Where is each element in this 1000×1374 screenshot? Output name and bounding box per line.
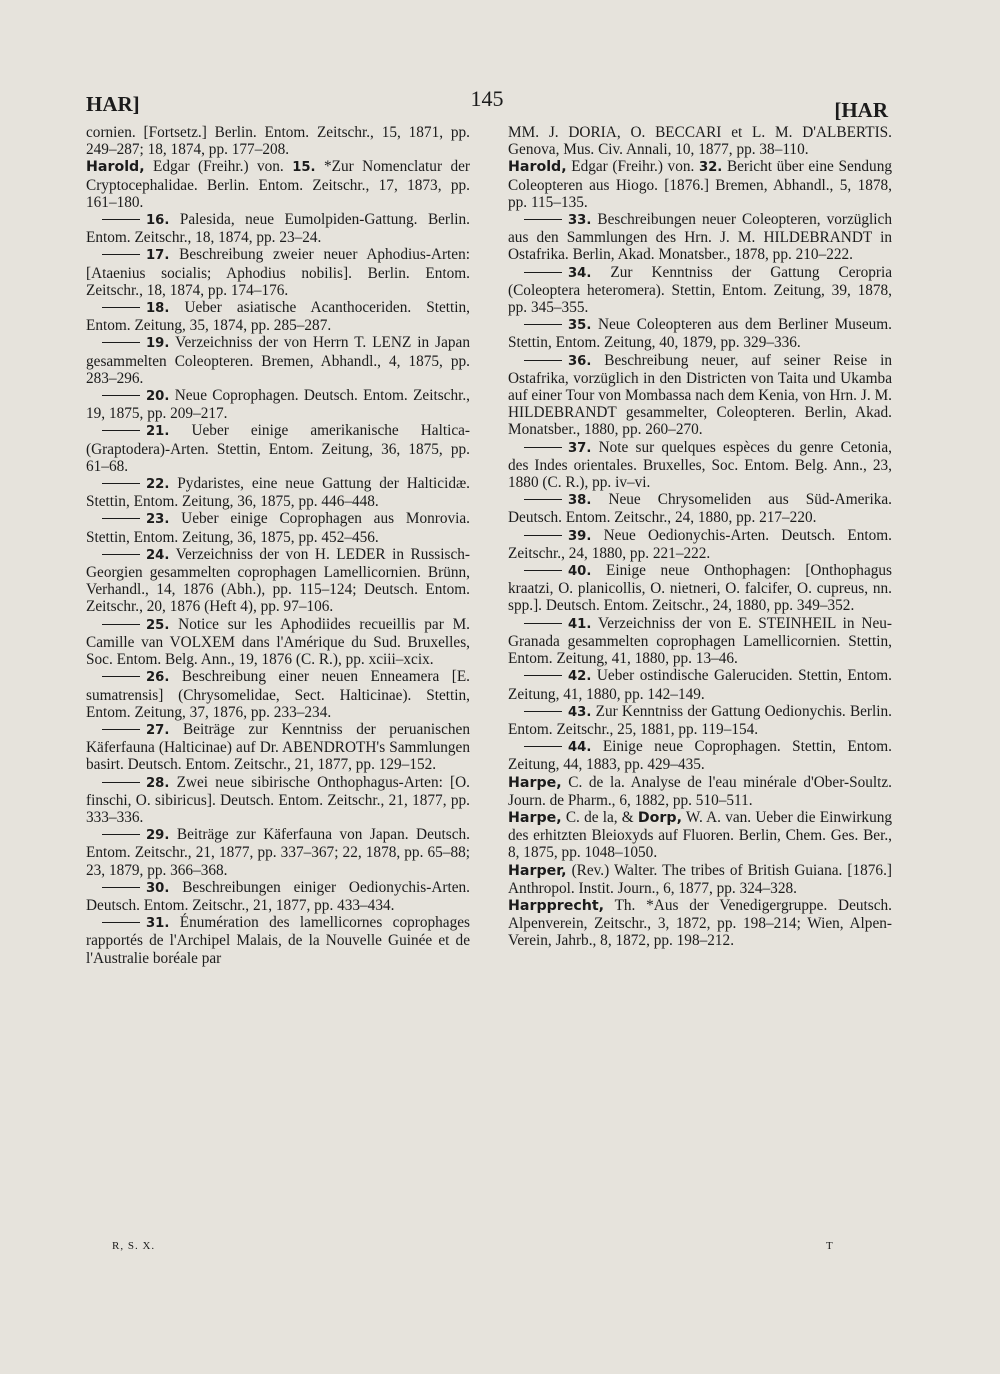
entry-number: 18. xyxy=(146,301,170,317)
bibliography-entry xyxy=(508,703,892,738)
bibliography-entry xyxy=(86,546,470,616)
entry-text: Beschreibung neuer, auf seiner Reise in Ostafrika, vorzüglich in den Districten von Taita und Ukamba auf einer Tour von Mombassa nach dem Kenia, von Hrn. J. M. HILDEBRANDT gesammelter, Coleopteren. Berlin, Akad. Monatsber., 1880, pp. 260–270. xyxy=(508,351,892,439)
entry-text: Einige neue Coprophagen. Stettin, Entom. Zeitung, 44, 1883, pp. 429–435. xyxy=(508,738,892,774)
ditto-dash xyxy=(524,447,562,448)
bibliography-entry xyxy=(86,299,470,334)
entry-number: 42. xyxy=(568,669,592,685)
bibliography-entry xyxy=(86,158,470,211)
entry-number: 31. xyxy=(146,916,170,932)
entry-text: Beschreibungen neuer Coleopteren, vorzüglich aus den Sammlungen des Hrn. J. M. HILDEBRANDT in Ostafrika. Berlin, Akad. Monatsber., 1878, pp. 210–222. xyxy=(508,211,892,264)
entry-number: 27. xyxy=(146,722,170,738)
entry-text: Ueber einige amerikanische Haltica-(Graptodera)-Arten. Stettin, Entom. Zeitung, 36, 1875, pp. 61–68. xyxy=(86,422,470,475)
footer-left: R, S. X. xyxy=(112,1240,156,1252)
bibliography-entry xyxy=(508,352,892,439)
entry-text: Zur Kenntniss der Gattung Oedionychis. Berlin. Entom. Zeitschr., 25, 1881, pp. 119–154. xyxy=(508,702,893,738)
ditto-dash xyxy=(524,570,562,571)
bibliography-entry xyxy=(508,738,892,773)
entry-text: Zur Kenntniss der Gattung Ceropria (Coleoptera heteromera). Stettin, Entom. Zeitung, 39, 1878, pp. 345–355. xyxy=(508,263,893,317)
entry-text: Ueber einige Coprophagen aus Monrovia. Stettin, Entom. Zeitung, 36, 1875, pp. 452–456. xyxy=(86,510,471,546)
bibliography-entry xyxy=(86,721,470,774)
bibliography-entry xyxy=(508,439,892,492)
entry-number: 41. xyxy=(568,616,592,632)
entry-text: Notice sur les Aphodiides recueillis par M. Camille van VOLXEM dans l'Amérique du Sud. Bruxelles, Soc. Entom. Belg. Ann., 19, 1876 (C. R.), pp. xciii–xcix. xyxy=(86,615,470,669)
entry-text: Verzeichniss der von Herrn T. LENZ in Japan gesammelten Coleopteren. Bremen, Abhandl., 4, 1875, pp. 283–296. xyxy=(86,334,470,387)
ditto-dash xyxy=(102,729,140,730)
ditto-dash xyxy=(524,360,562,361)
entry-number: 38. xyxy=(568,493,592,509)
entry-text: MM. J. DORIA, O. BECCARI et L. M. D'ALBERTIS. Genova, Mus. Civ. Annali, 10, 1877, pp. 38–110. xyxy=(508,124,892,159)
entry-number: 26. xyxy=(146,670,170,686)
bibliography-entry xyxy=(508,615,892,668)
author-name: Harpprecht, xyxy=(508,897,605,914)
entry-number: 16. xyxy=(146,213,170,229)
entry-text: Verzeichniss der von E. STEINHEIL in Neu-Granada gesammelten coprophagen Lamellicornien. Stettin, Entom. Zeitung, 41, 1880, pp. 13–46. xyxy=(508,614,892,668)
entry-number: 43. xyxy=(568,704,592,720)
entry-number: 44. xyxy=(568,740,592,756)
entry-text: Note sur quelques espèces du genre Cetonia, des Indes orientales. Bruxelles, Soc. Entom. Belg. Ann., 23, 1880 (C. R.), pp. iv–vi. xyxy=(508,438,893,492)
right-column xyxy=(508,124,892,950)
entry-number: 36. xyxy=(568,353,592,369)
ditto-dash xyxy=(102,676,140,677)
ditto-dash xyxy=(102,254,140,255)
bibliography-entry xyxy=(86,124,470,158)
entry-text: Neue Oedionychis-Arten. Deutsch. Entom. Zeitschr., 24, 1880, pp. 221–222. xyxy=(508,526,892,562)
ditto-dash xyxy=(524,746,562,747)
bibliography-entry xyxy=(508,264,892,317)
ditto-dash xyxy=(102,342,140,343)
entry-text: Zwei neue sibirische Onthophagus-Arten: [O. finschi, O. sibiricus]. Deutsch. Entom. Zeitschr., 21, 1877, pp. 333–336. xyxy=(86,773,470,826)
entry-text: Ueber asiatische Acanthoceriden. Stettin, Entom. Zeitung, 35, 1874, pp. 285–287. xyxy=(86,299,471,335)
entry-text: Ueber ostindische Galeruciden. Stettin, Entom. Zeitung, 41, 1880, pp. 142–149. xyxy=(508,667,892,703)
entry-text: Beiträge zur Kenntniss der peruanischen Käferfauna (Halticinae) auf Dr. ABENDROTH's Sammlungen basirt. Deutsch. Entom. Zeitschr., 21, 1877, pp. 129–152. xyxy=(86,720,470,774)
entry-number: 29. xyxy=(146,828,170,844)
entry-number: 19. xyxy=(146,336,170,352)
page-number: 145 xyxy=(470,86,504,111)
entry-number: 23. xyxy=(146,512,170,528)
ditto-dash xyxy=(524,623,562,624)
entry-text: Neue Chrysomeliden aus Süd-Amerika. Deutsch. Entom. Zeitschr., 24, 1880, pp. 217–220. xyxy=(508,491,892,527)
ditto-dash xyxy=(524,535,562,536)
entry-text: Beschreibung einer neuen Enneamera [E. sumatrensis] (Chrysomelidae, Sect. Halticinae). Stettin, Entom. Zeitung, 37, 1876, pp. 233–234. xyxy=(86,668,471,721)
bibliography-entry xyxy=(508,809,892,862)
entry-text: Edgar (Freihr.) von. xyxy=(153,158,284,176)
entry-number: 24. xyxy=(146,547,170,563)
author-name: Dorp, xyxy=(637,809,682,826)
entry-text: Neue Coprophagen. Deutsch. Entom. Zeitschr., 19, 1875, pp. 209–217. xyxy=(86,387,470,423)
ditto-dash xyxy=(102,554,140,555)
entry-number: 33. xyxy=(568,213,592,229)
bibliography-entry xyxy=(86,826,470,879)
bibliography-entry xyxy=(508,897,892,950)
bibliography-entry xyxy=(86,616,470,669)
entry-text: Neue Coleopteren aus dem Berliner Museum. Stettin, Entom. Zeitung, 40, 1879, pp. 329–336. xyxy=(508,316,892,352)
entry-text: Edgar (Freihr.) von. xyxy=(571,158,695,176)
ditto-dash xyxy=(524,219,562,220)
ditto-dash xyxy=(102,834,140,835)
bibliography-entry xyxy=(86,246,470,299)
bibliography-entry xyxy=(86,387,470,422)
bibliography-entry xyxy=(86,914,470,967)
bibliography-entry xyxy=(86,422,470,475)
entry-number: 37. xyxy=(568,440,592,456)
bibliography-entry xyxy=(86,879,470,914)
bibliography-entry xyxy=(86,668,470,721)
bibliography-entry xyxy=(508,316,892,351)
entry-text: Énumération des lamellicornes coprophages rapportés de l'Archipel Malais, de la Nouvelle Guinée et de l'Australie boréale par xyxy=(86,914,470,967)
entry-number: 34. xyxy=(568,265,592,281)
entry-number: 35. xyxy=(568,318,592,334)
header-right: [HAR xyxy=(834,98,888,122)
entry-number: 20. xyxy=(146,389,170,405)
author-name: Harpe, xyxy=(508,809,562,826)
entry-text: Bericht über eine Sendung Coleopteren aus Hiogo. [1876.] Bremen, Abhandl., 5, 1878, pp. 115–135. xyxy=(508,158,893,211)
entry-text: Pydaristes, eine neue Gattung der Halticidæ. Stettin, Entom. Zeitung, 36, 1875, pp. 446–448. xyxy=(86,475,471,511)
author-name: Harper, xyxy=(508,862,567,879)
entry-number: 15. xyxy=(292,160,316,176)
entry-number: 21. xyxy=(146,424,170,440)
ditto-dash xyxy=(524,324,562,325)
entry-number: 40. xyxy=(568,564,592,580)
bibliography-entry xyxy=(86,510,470,545)
bibliography-entry xyxy=(86,334,470,387)
ditto-dash xyxy=(102,395,140,396)
bibliography-entry xyxy=(508,491,892,526)
bibliography-entry xyxy=(508,667,892,702)
ditto-dash xyxy=(102,887,140,888)
bibliography-entry xyxy=(508,562,892,615)
ditto-dash xyxy=(102,307,140,308)
entry-text: *Zur Nomenclatur der Cryptocephalidae. Berlin. Entom. Zeitschr., 17, 1873, pp. 161–180. xyxy=(86,158,470,211)
running-header xyxy=(86,86,888,120)
entry-number: 28. xyxy=(146,775,170,791)
ditto-dash xyxy=(524,711,562,712)
entry-text: W. A. van. Ueber die Einwirkung des erhitzten Bleioxyds auf Fluoren. Berlin, Chem. Ges. Ber., 8, 1875, pp. 1048–1050. xyxy=(508,808,893,862)
entry-text: Einige neue Onthophagen: [Onthophagus kraatzi, O. planicollis, O. nietneri, O. falcifer, O. cupreus, nn. spp.]. Deutsch. Entom. Zeitschr., 24, 1880, pp. 349–352. xyxy=(508,562,892,615)
ditto-dash xyxy=(524,675,562,676)
entry-number: 17. xyxy=(146,248,170,264)
bibliography-entry xyxy=(508,211,892,264)
entry-number: 22. xyxy=(146,477,170,493)
bibliography-entry xyxy=(86,774,470,827)
ditto-dash xyxy=(102,624,140,625)
entry-text: Th. *Aus der Venedigergruppe. Deutsch. Alpenverein, Zeitschr., 3, 1872, pp. 198–214; Wien, Alpen-Verein, Jahrb., 8, 1872, pp. 198–212. xyxy=(508,896,892,950)
entry-text: C. de la. Analyse de l'eau minérale d'Ober-Soultz. Journ. de Pharm., 6, 1882, pp. 510–511. xyxy=(508,773,893,809)
entry-number: 30. xyxy=(146,880,170,896)
ditto-dash xyxy=(524,499,562,500)
header-left: HAR] xyxy=(86,92,140,116)
entry-text: Verzeichniss der von H. LEDER in Russisch-Georgien gesammelten coprophagen Lamellicornien. Brünn, Verhandl., 14, 1876 (Abh.), pp. 115–124; Deutsch. Entom. Zeitschr., 20, 1876 (Heft 4), pp. 97–106. xyxy=(86,545,470,616)
bibliography-entry xyxy=(508,158,892,211)
entry-number: 32. xyxy=(698,160,723,176)
ditto-dash xyxy=(102,518,140,519)
entry-text: Beschreibung zweier neuer Aphodius-Arten: [Ataenius socialis; Aphodius nobilis]. Berlin. Entom. Zeitschr., 18, 1874, pp. 174–176. xyxy=(86,246,471,299)
bibliography-entry xyxy=(508,774,892,809)
bibliography-entry xyxy=(508,527,892,562)
ditto-dash xyxy=(102,922,140,923)
ditto-dash xyxy=(102,219,140,220)
ditto-dash xyxy=(102,430,140,431)
ditto-dash xyxy=(102,483,140,484)
bibliography-entry xyxy=(508,124,892,158)
entry-text: cornien. [Fortsetz.] Berlin. Entom. Zeitschr., 15, 1871, pp. 249–287; 18, 1874, pp. 177–208. xyxy=(86,124,470,159)
entry-text: C. de la, & xyxy=(565,808,634,826)
entry-text: Beiträge zur Käferfauna von Japan. Deutsch. Entom. Zeitschr., 21, 1877, pp. 337–367; 22, 1878, pp. 65–88; 23, 1879, pp. 366–368. xyxy=(86,826,470,879)
entry-text: (Rev.) Walter. The tribes of British Guiana. [1876.] Anthropol. Instit. Journ., 6, 1877, pp. 324–328. xyxy=(508,861,892,897)
author-name: Harpe, xyxy=(508,774,562,791)
entry-text: Palesida, neue Eumolpiden-Gattung. Berlin. Entom. Zeitschr., 18, 1874, pp. 23–24. xyxy=(86,211,470,247)
bibliography-entry xyxy=(508,862,892,897)
left-column xyxy=(86,124,470,967)
ditto-dash xyxy=(524,272,562,273)
entry-number: 39. xyxy=(568,528,592,544)
bibliography-entry xyxy=(86,475,470,510)
entry-number: 25. xyxy=(146,617,170,633)
ditto-dash xyxy=(102,782,140,783)
footer-right: T xyxy=(826,1240,834,1252)
bibliography-entry xyxy=(86,211,470,246)
author-name: Harold, xyxy=(86,159,145,176)
author-name: Harold, xyxy=(508,159,567,176)
entry-text: Beschreibungen einiger Oedionychis-Arten. Deutsch. Entom. Zeitschr., 21, 1877, pp. 433–434. xyxy=(86,878,470,914)
